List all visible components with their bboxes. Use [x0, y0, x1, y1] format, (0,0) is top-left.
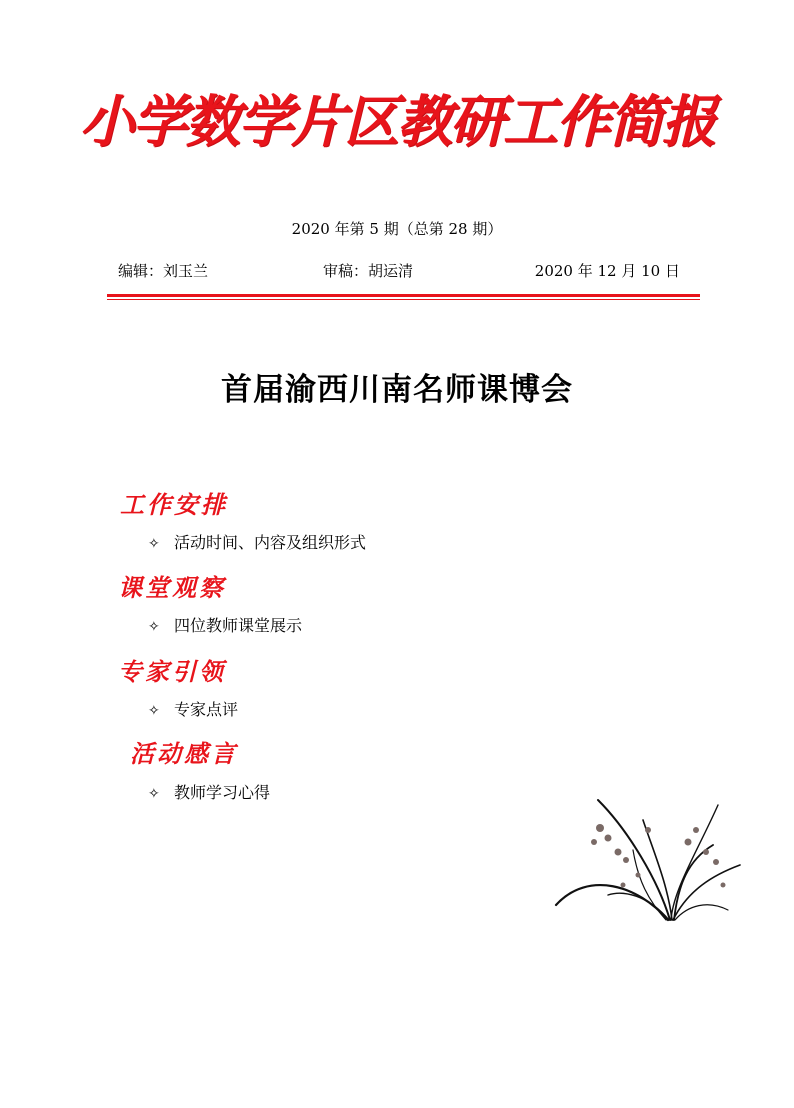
diamond-bullet-icon: ✧ — [148, 619, 160, 635]
list-item — [148, 530, 366, 553]
article-headline: 首届渝西川南名师课博会 — [221, 372, 573, 408]
list-item-text: 四位教师课堂展示 — [174, 616, 303, 635]
section-heading-classroom-observation: 课堂观察 — [118, 573, 226, 602]
list-item-text: 专家点评 — [174, 700, 239, 719]
list-item — [148, 613, 302, 636]
issue-number: 2020 年第 5 期（总第 28 期） — [291, 220, 503, 238]
orchid-decoration-icon — [548, 790, 748, 930]
diamond-bullet-icon: ✧ — [148, 786, 160, 802]
section-heading-work-arrangement: 工作安排 — [120, 490, 228, 519]
list-item-text: 活动时间、内容及组织形式 — [174, 533, 367, 552]
header-divider-thick — [107, 294, 700, 297]
masthead-title: 小学数学片区教研工作简报 — [79, 89, 715, 155]
header-divider-thin — [107, 299, 700, 300]
list-item — [148, 780, 270, 803]
publish-date: 2020 年 12 月 10 日 — [534, 262, 680, 280]
section-heading-expert-guidance: 专家引领 — [118, 657, 226, 686]
list-item — [148, 697, 238, 720]
reviewer-credit: 审稿：胡运清 — [323, 262, 414, 280]
editor-credit: 编辑：刘玉兰 — [118, 262, 209, 280]
diamond-bullet-icon: ✧ — [148, 703, 160, 719]
section-heading-activity-reflections: 活动感言 — [130, 739, 238, 768]
diamond-bullet-icon: ✧ — [148, 536, 160, 552]
list-item-text: 教师学习心得 — [174, 783, 271, 802]
